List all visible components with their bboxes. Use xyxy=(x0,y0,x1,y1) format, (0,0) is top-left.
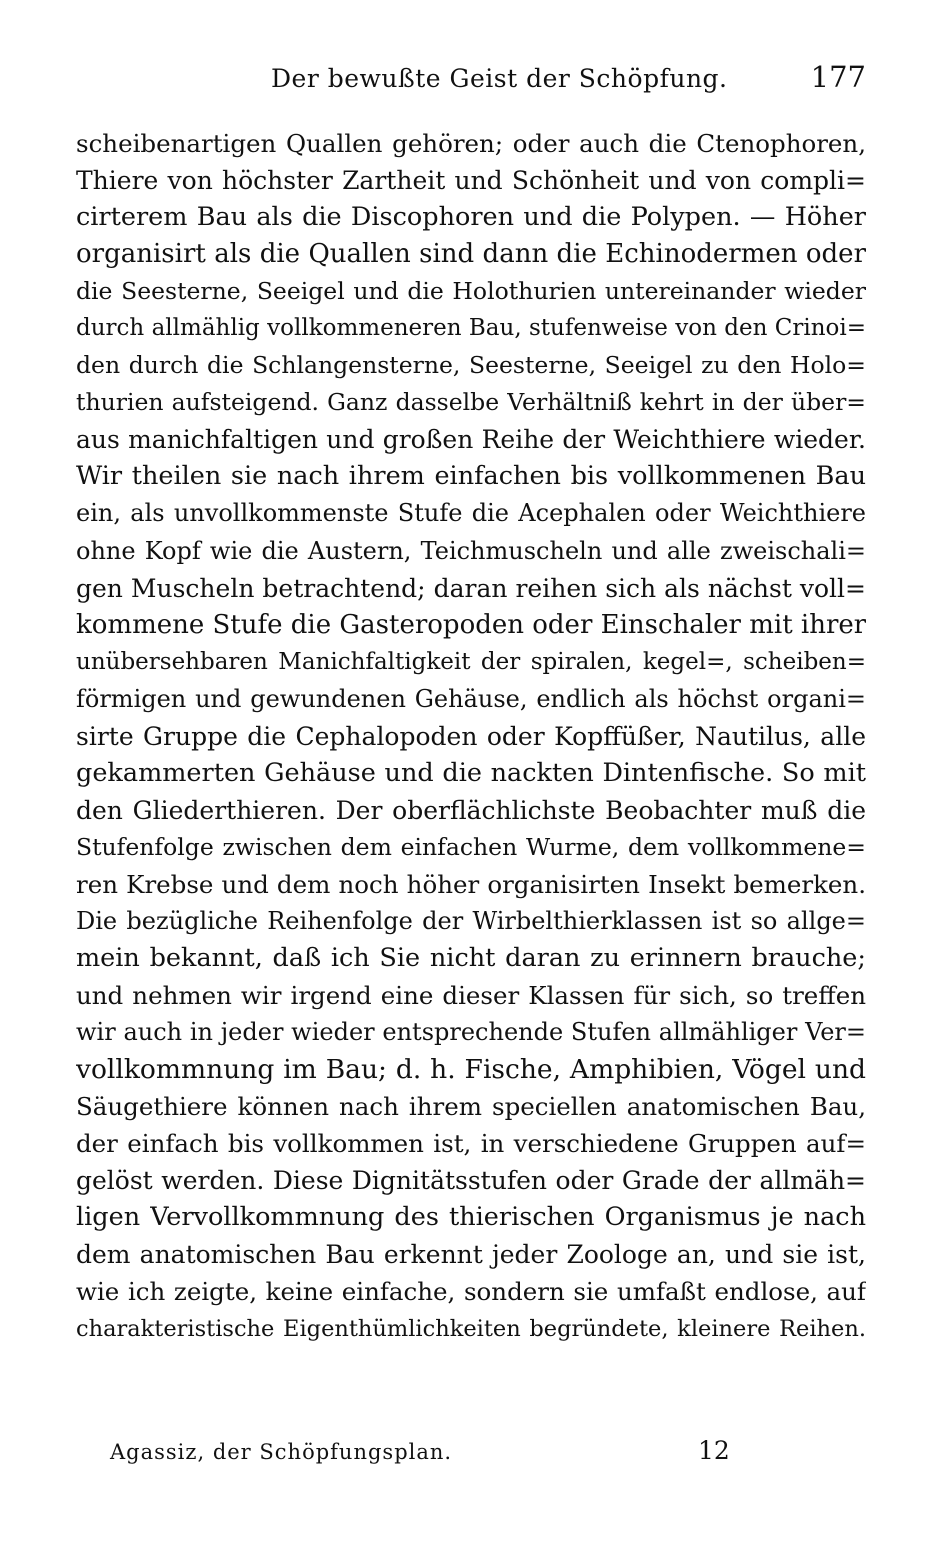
text-line: aus manichfaltigen und großen Reihe der Weichthiere wieder. xyxy=(76,425,866,455)
text-line: organisirt als die Quallen sind dann die Echinodermen oder xyxy=(76,239,866,270)
signature-mark: Agassiz, der Schöpfungsplan. xyxy=(110,1440,453,1464)
text-line: sirte Gruppe die Cephalopoden oder Kopffüßer, Nautilus, alle xyxy=(76,721,866,751)
body-text xyxy=(76,125,866,1348)
text-line: kommene Stufe die Gasteropoden oder Einschaler mit ihrer xyxy=(76,609,866,640)
text-line: Stufenfolge zwischen dem einfachen Wurme, dem vollkommene= xyxy=(76,832,866,861)
text-line: ein, als unvollkommenste Stufe die Acephalen oder Weichthiere xyxy=(76,499,866,528)
text-line: cirterem Bau als die Discophoren und die Polypen. — Höher xyxy=(76,202,866,233)
text-line: dem anatomischen Bau erkennt jeder Zoologe an, und sie ist, xyxy=(76,1240,866,1270)
text-line: thurien aufsteigend. Ganz dasselbe Verhältniß kehrt in der über= xyxy=(76,388,866,417)
text-line: mein bekannt, daß ich Sie nicht daran zu erinnern brauche; xyxy=(76,943,866,974)
page-number: 177 xyxy=(810,60,866,94)
text-line: scheibenartigen Quallen gehören; oder auch die Ctenophoren, xyxy=(76,129,866,158)
text-line: ren Krebse und dem noch höher organisirten Insekt bemerken. xyxy=(76,869,866,899)
text-line: ohne Kopf wie die Austern, Teichmuscheln und alle zweischali= xyxy=(76,536,866,565)
text-line: Die bezügliche Reihenfolge der Wirbelthierklassen ist so allge= xyxy=(76,906,866,935)
text-line: Wir theilen sie nach ihrem einfachen bis vollkommenen Bau xyxy=(76,461,866,492)
text-line: und nehmen wir irgend eine dieser Klassen für sich, so treffen xyxy=(76,981,866,1011)
page-header xyxy=(76,60,866,100)
text-line: unübersehbaren Manichfaltigkeit der spiralen, kegel=, scheiben= xyxy=(76,648,866,675)
text-line: charakteristische Eigenthümlichkeiten begründete, kleinere Reihen. xyxy=(76,1315,866,1342)
running-head: Der bewußte Geist der Schöpfung. xyxy=(271,64,728,93)
text-line: Säugethiere können nach ihrem speciellen anatomischen Bau, xyxy=(76,1092,866,1122)
text-line: Thiere von höchster Zartheit und Schönheit und von compli= xyxy=(76,166,866,196)
text-line: der einfach bis vollkommen ist, in verschiedene Gruppen auf= xyxy=(76,1129,866,1159)
text-line: gekammerten Gehäuse und die nackten Dintenfische. So mit xyxy=(76,757,866,788)
text-line: ligen Vervollkommnung des thierischen Organismus je nach xyxy=(76,1202,866,1233)
text-line: den durch die Schlangensterne, Seesterne, Seeigel zu den Holo= xyxy=(76,351,866,380)
text-line: gelöst werden. Diese Dignitätsstufen oder Grade der allmäh= xyxy=(76,1166,866,1196)
text-line: die Seesterne, Seeigel und die Holothurien untereinander wieder xyxy=(76,277,866,306)
text-line: durch allmählig vollkommeneren Bau, stufenweise von den Crinoi= xyxy=(76,315,866,342)
page-footer xyxy=(76,1436,866,1472)
text-line: vollkommnung im Bau; d. h. Fische, Amphibien, Vögel und xyxy=(76,1054,866,1086)
text-line: förmigen und gewundenen Gehäuse, endlich als höchst organi= xyxy=(76,684,866,713)
text-line: den Gliederthieren. Der oberflächlichste Beobachter muß die xyxy=(76,795,866,825)
text-line: wir auch in jeder wieder entsprechende Stufen allmähliger Ver= xyxy=(76,1018,866,1047)
sheet-number: 12 xyxy=(698,1436,730,1465)
text-line: wie ich zeigte, keine einfache, sondern sie umfaßt endlose, auf xyxy=(76,1277,866,1307)
text-line: gen Muscheln betrachtend; daran reihen sich als nächst voll= xyxy=(76,573,866,603)
